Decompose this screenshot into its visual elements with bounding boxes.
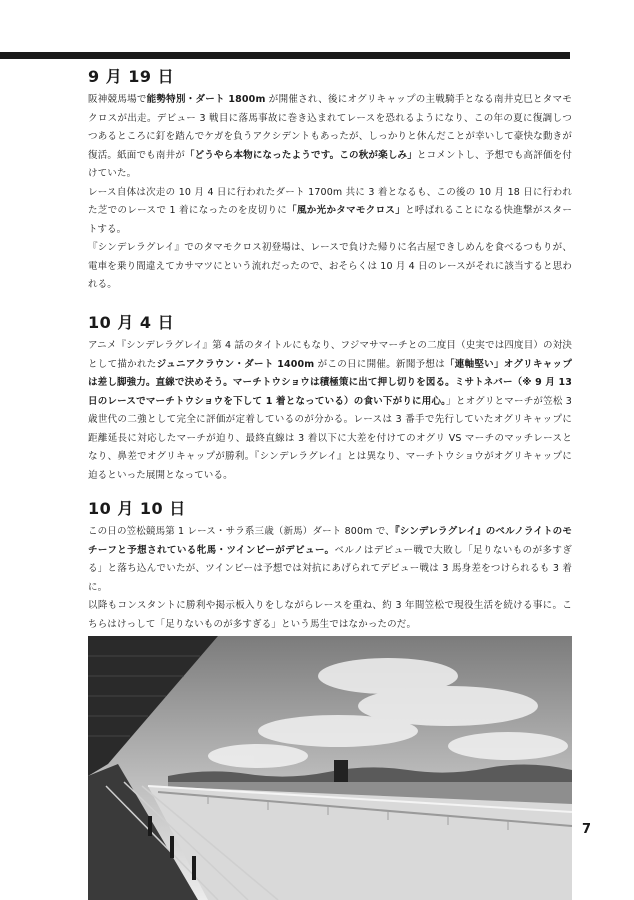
racetrack-photo [88,636,572,900]
section-sep-19 [88,66,572,295]
body-text: レース自体は次走の 10 月 4 日に行われたダート 1700m 共に 3 着となるも、この後の 10 月 18 日に行われた芝でのレースで 1 着になったのを皮切りに [88,186,572,216]
body-text: ベルノはデビュー戦で大敗し「足りないものが多すぎる」と落ち込んでいたが、ツインビーは予想では対抗にあげられてデビュー戦は 3 馬身差をつけられるも 3 着に。 [88,544,572,593]
section-heading: 10 月 10 日 [88,499,186,518]
paragraph [88,523,572,597]
paragraph [88,91,572,184]
body-text: 阪神競馬場で [88,94,147,105]
section-oct-10 [88,498,572,634]
section-heading: 9 月 19 日 [88,67,175,86]
body-text: が開催され、後にオグリキャップの主戦騎手となる南井克巳とタマモクロスが出走。デビュー 3 戦目に落馬事故に巻き込まれてレースを恐れるようになり、この年の夏に復調しつつあるところに釘を踏んでケガを負うアクシデントもあったが、しっかりと休んだことが幸いして豪快な動きが復活。紙面でも南井が [88,94,573,161]
paragraph [88,184,572,240]
section-heading: 10 月 4 日 [88,313,175,332]
body-text: 」とオグリとマーチが笠松 3 歳世代の二強として完全に評価が定着しているのが分かる。レースは 3 番手で先行していたオグリキャップに距離延長に対応したマーチが迫り、最終直線は 3 着以下に大差を付けてのオグリ VS マーチのマッチレースとなり、鼻差でオグリキャップが勝利。『シンデレラグレイ』とは異なり、マーチトウショウがオグリキャップに迫るといった展開となっている。 [88,395,572,481]
emphasis-text: 能勢特別・ダート 1800m [146,94,266,105]
paragraph [88,597,572,634]
body-text: とコメントし、予想でも高評価を付けていた。 [88,149,572,179]
paragraph [88,239,572,295]
body-text: 『シンデレラグレイ』でのタマモクロス初登場は、レースで負けた帰りに名古屋できしめんを食べるつもりが、電車を乗り間違えてカサマツにという流れだったので、おそらくは 10 月 4 日のレースがそれに該当すると思われる。 [88,242,572,290]
body-text: がこの日に開催。新聞予想は [314,358,445,370]
racetrack-grandstand-image [88,636,572,900]
top-rule [0,52,570,59]
emphasis-text: ジュニアクラウン・ダート 1400m [156,358,315,370]
section-oct-4 [88,312,572,485]
body-text: と呼ばれることになる快進撃がスタートする。 [88,205,572,235]
body-text: アニメ『シンデレラグレイ』第 4 話のタイトルにもなり、フジマサマーチとの二度目（史実では四度目）の対決として描かれた [88,340,572,370]
body-text: 以降もコンスタントに勝利や掲示板入りをしながらレースを重ね、約 3 年間笠松で現役生活を続ける事に。こちらはけっして「足りないものが多すぎる」という馬生ではなかったのだ。 [88,600,572,630]
paragraph [88,337,572,485]
emphasis-text: 「どうやら本物になったようです。この秋が楽しみ」 [184,149,417,161]
emphasis-text: 『シンデレラグレイ』のベルノライトのモチーフと予想されている牝馬・ツインビーがデビュー。 [88,526,572,556]
emphasis-text: 「連軸堅い」オグリキャップは差し脚強力。直線で決めそう。マーチトウショウは積極策に出て押し切りを図る。ミサトネバー（※ 9 月 13 日のレースでマーチトウショウを下して 1 着となっている）の食い下がりに用心。 [88,358,573,407]
emphasis-text: 「風か光かタマモクロス」 [287,205,406,216]
body-text: この日の笠松競馬第 1 レース・サラ系三歳（新馬）ダート 800m で、 [88,526,395,537]
page-number: 7 [582,822,592,837]
